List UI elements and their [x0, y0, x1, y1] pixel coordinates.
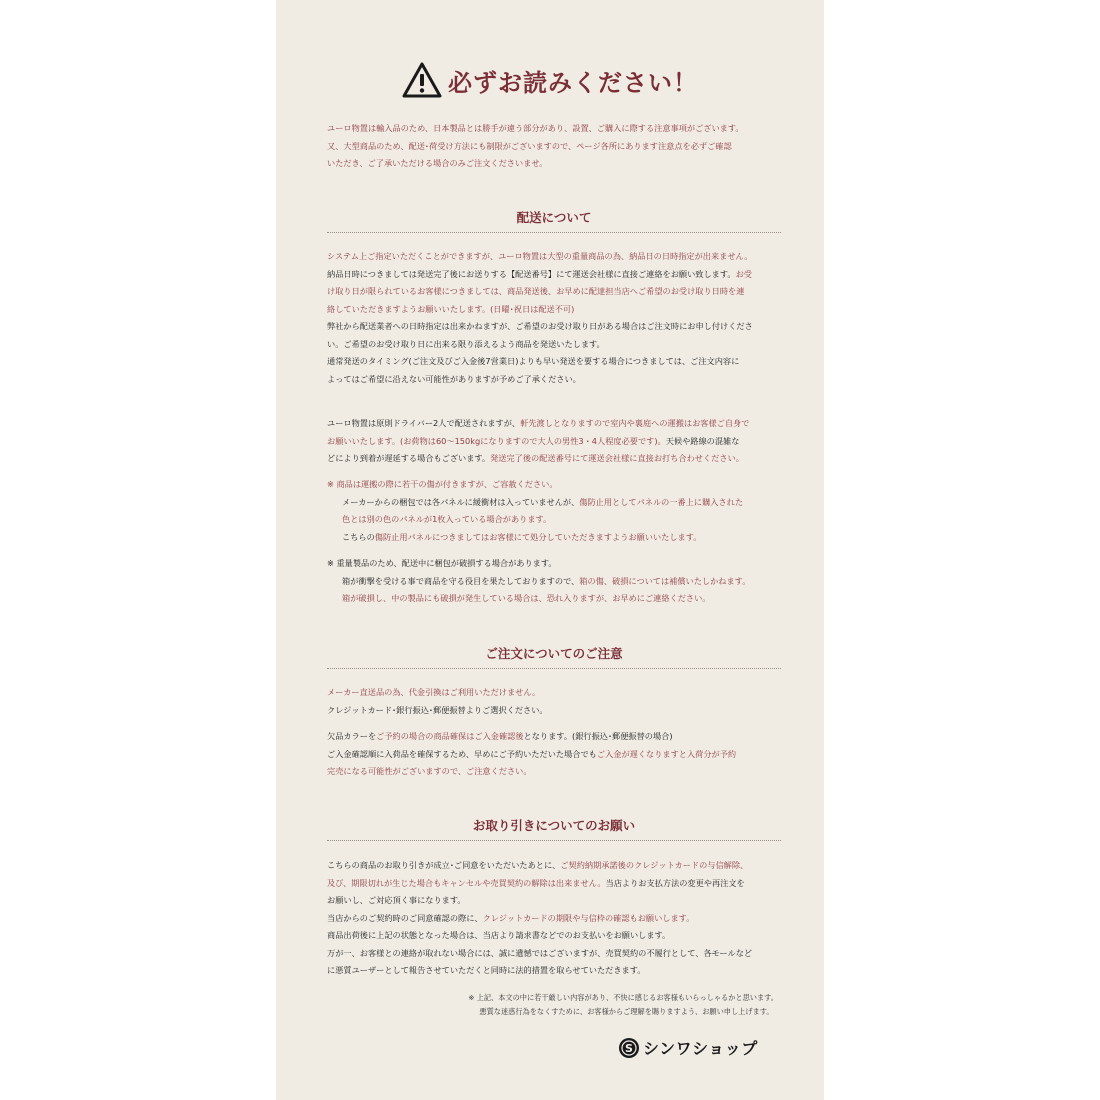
body-text: ユーロ物置は原則ドライバー2人で配送されますが、 [327, 418, 521, 428]
text-line [327, 892, 787, 910]
body-text: よってはご希望に沿えない可能性がありますが予めご了承ください。 [327, 373, 581, 384]
highlighted-text: 又、大型商品のため、配送･荷受け方法にも制限がございますので、ページ各所にあります注意点を必ずご確認 [327, 140, 732, 151]
section-heading-delivery: 配送について [516, 210, 592, 225]
text-line [327, 138, 787, 156]
body-text: お願いし、ご対応頂く事になります。 [327, 895, 466, 905]
highlighted-text: け取り日が限られているお客様につきましては、商品発送後、お早めに配達担当店へご希望のお受け取り日時を連 [327, 286, 745, 296]
delivery-block-1 [327, 248, 787, 388]
highlighted-text: ご予約の場合の商品確保はご入金確認後 [376, 731, 524, 741]
text-line [327, 120, 787, 138]
highlighted-text: メーカー直送品の為、代金引換はご利用いただけません。 [327, 687, 541, 697]
text-line [327, 927, 787, 945]
body-text: 箱が衝撃を受ける事で商品を守る役目を果たしておりますので、 [342, 575, 580, 586]
body-text: となります。(銀行振込･郵便振替の場合) [523, 731, 673, 741]
highlighted-text: 絡していただきますようお願いいたします。(日曜･祝日は配送不可) [327, 303, 575, 314]
text-line [327, 746, 787, 764]
section-heading-transaction: お取り引きについてのお願い [472, 818, 636, 833]
text-line [327, 283, 787, 301]
text-line [327, 266, 787, 284]
body-text: ※ 重量製品のため、配送中に梱包が破損する場合があります。 [327, 558, 557, 568]
highlighted-text: 完売になる可能性がございますので、ご注意ください。 [327, 766, 532, 776]
body-text: クレジットカード･銀行振込･郵便振替よりご選択ください。 [327, 704, 548, 715]
footnote-line: 悪質な迷惑行為をなくすために、お客様からご理解を賜りますよう、お願い申し上げます。 [479, 1007, 774, 1016]
highlighted-text: クレジットカードの期限や与信枠の確認もお願いします。 [482, 912, 695, 923]
transaction-block [327, 857, 787, 980]
delivery-block-2 [327, 415, 787, 468]
highlighted-text: ※ 商品は運搬の際に若干の傷が付きますが、ご容赦ください。 [327, 479, 558, 489]
text-line [327, 301, 787, 319]
text-line [327, 945, 787, 963]
section-divider [327, 668, 781, 669]
text-line [327, 529, 787, 547]
logo-mark-letter: S [625, 1041, 633, 1055]
body-text: どにより到着が遅延する場合もございます。 [327, 453, 491, 463]
highlighted-text: 軒先渡しとなりますので室内や裏庭への運搬はお客様ご自身で [520, 418, 750, 428]
text-line [327, 875, 787, 893]
text-line [327, 573, 787, 591]
body-text: 万が一、お客様との連絡が取れない場合には、誠に遺憾ではございますが、売買契約の不履行として、各モールなど [327, 947, 753, 958]
highlighted-text: 傷防止用としてパネルの一番上に購入された [579, 496, 744, 507]
text-line [327, 353, 787, 371]
delivery-note-1 [327, 476, 787, 546]
section-divider [327, 232, 781, 233]
body-text: い。ご希望のお受け取り日に出来る限り添えるよう商品を発送いたします。 [327, 338, 605, 349]
section-divider [327, 840, 781, 841]
highlighted-text: ご入金が遅くなりますと入荷分が予約 [596, 748, 737, 759]
text-line [327, 248, 787, 266]
text-line [327, 476, 787, 494]
highlighted-text: お受 [735, 268, 752, 279]
shop-name: シンワショップ [643, 1039, 758, 1058]
highlighted-text: 発送完了後の配送番号にて運送会社様に直接お打ち合わせください。 [490, 453, 744, 463]
order-block-2 [327, 728, 787, 781]
page-title: 必ずお読みください！ [448, 68, 698, 97]
body-text: 欠品カラーを [327, 731, 377, 741]
body-text: に悪質ユーザーとして報告させていただくと同時に法的措置を取らせていただきます。 [327, 965, 646, 975]
text-line [327, 555, 787, 573]
order-block-1 [327, 684, 787, 719]
body-text: 通常発送のタイミング(ご注文及びご入金後7営業日)よりも早い発送を要する場合につきましては、ご注文内容に [327, 356, 740, 366]
highlighted-text: 箱が破損し、中の製品にも破損が発生している場合は、恐れ入りますが、お早めにご連絡ください。 [342, 593, 711, 603]
body-text: こちらの商品のお取り引きが成立･ご同意をいただいたあとに、 [327, 860, 561, 870]
text-line [327, 155, 787, 173]
highlighted-text: ユーロ物置は輸入品のため、日本製品とは勝手が違う部分があり、設置、ご購入に際する注意事項がございます。 [327, 123, 744, 133]
text-line [327, 318, 787, 336]
footnote-line: ※ 上記、本文の中に若干厳しい内容があり、不快に感じるお客様もいらっしゃるかと思います。 [468, 993, 778, 1002]
body-text: こちらの [342, 531, 375, 542]
highlighted-text: 及び、期限切れが生じた場合もキャンセルや売買契約の解除は出来ません。 [327, 877, 606, 888]
highlighted-text: 色とは別の色のパネルが1枚入っている場合があります。 [342, 514, 552, 524]
highlighted-text: ご契約納期承諾後のクレジットカードの与信解除、 [560, 860, 749, 870]
notice-panel [276, 0, 824, 1100]
footnote [468, 991, 778, 1019]
intro-text [327, 120, 787, 173]
text-line [327, 702, 787, 720]
highlighted-text: 箱の傷、破損については補償いたしかねます。 [579, 575, 751, 586]
body-text: 当店からのご契約時のご同意確認の際に、 [327, 912, 483, 923]
body-text: 納品日時につきましては発送完了後にお送りする【配送番号】にて運送会社様に直接ご連絡をお願い致します。 [327, 268, 736, 279]
body-text: 天候や路線の混雑な [665, 435, 740, 446]
highlighted-text: いただき、ご了承いただける場合のみご注文くださいませ。 [327, 158, 548, 168]
text-line [327, 494, 787, 512]
body-text: 商品出荷後に上記の状態となった場合は、当店より請求書などでのお支払いをお願いします。 [327, 930, 671, 940]
text-line [327, 336, 787, 354]
text-line [327, 415, 787, 433]
text-line [327, 728, 787, 746]
text-line [327, 857, 787, 875]
text-line [327, 450, 787, 468]
body-text: メーカーからの梱包では各パネルに緩衝材は入っていませんが、 [342, 496, 580, 507]
text-line [327, 763, 787, 781]
highlighted-text: お願いいたします。(お荷物は60～150kgになりますので大人の男性3・4人程度必要です)。 [327, 435, 666, 446]
notice-header [276, 60, 824, 100]
shop-logo [618, 1036, 758, 1059]
text-line [327, 511, 787, 529]
text-line [327, 371, 787, 389]
section-heading-order: ご注文についてのご注意 [485, 646, 623, 661]
body-text: ご入金確認順に入荷品を確保するため、早めにご予約いただいた場合でも [327, 748, 597, 759]
shinwa-logo-mark-icon [618, 1037, 640, 1059]
text-line [327, 962, 787, 980]
body-text: 弊社から配送業者への日時指定は出来かねますが、ご希望のお受け取り日がある場合はご注文時にお申し付けくださ [327, 321, 753, 331]
text-line [327, 684, 787, 702]
text-line [327, 910, 787, 928]
highlighted-text: システム上ご指定いただくことができますが、ユーロ物置は大型の重量商品の為、納品日の日時指定が出来ません。 [327, 251, 753, 261]
delivery-note-2 [327, 555, 787, 608]
text-line [327, 590, 787, 608]
highlighted-text: 傷防止用パネルにつきましてはお客様にて処分していただきますようお願いいたします。 [374, 531, 702, 542]
body-text: 当店よりお支払方法の変更や再注文を [605, 877, 745, 888]
text-line [327, 433, 787, 451]
warning-icon [402, 62, 442, 98]
